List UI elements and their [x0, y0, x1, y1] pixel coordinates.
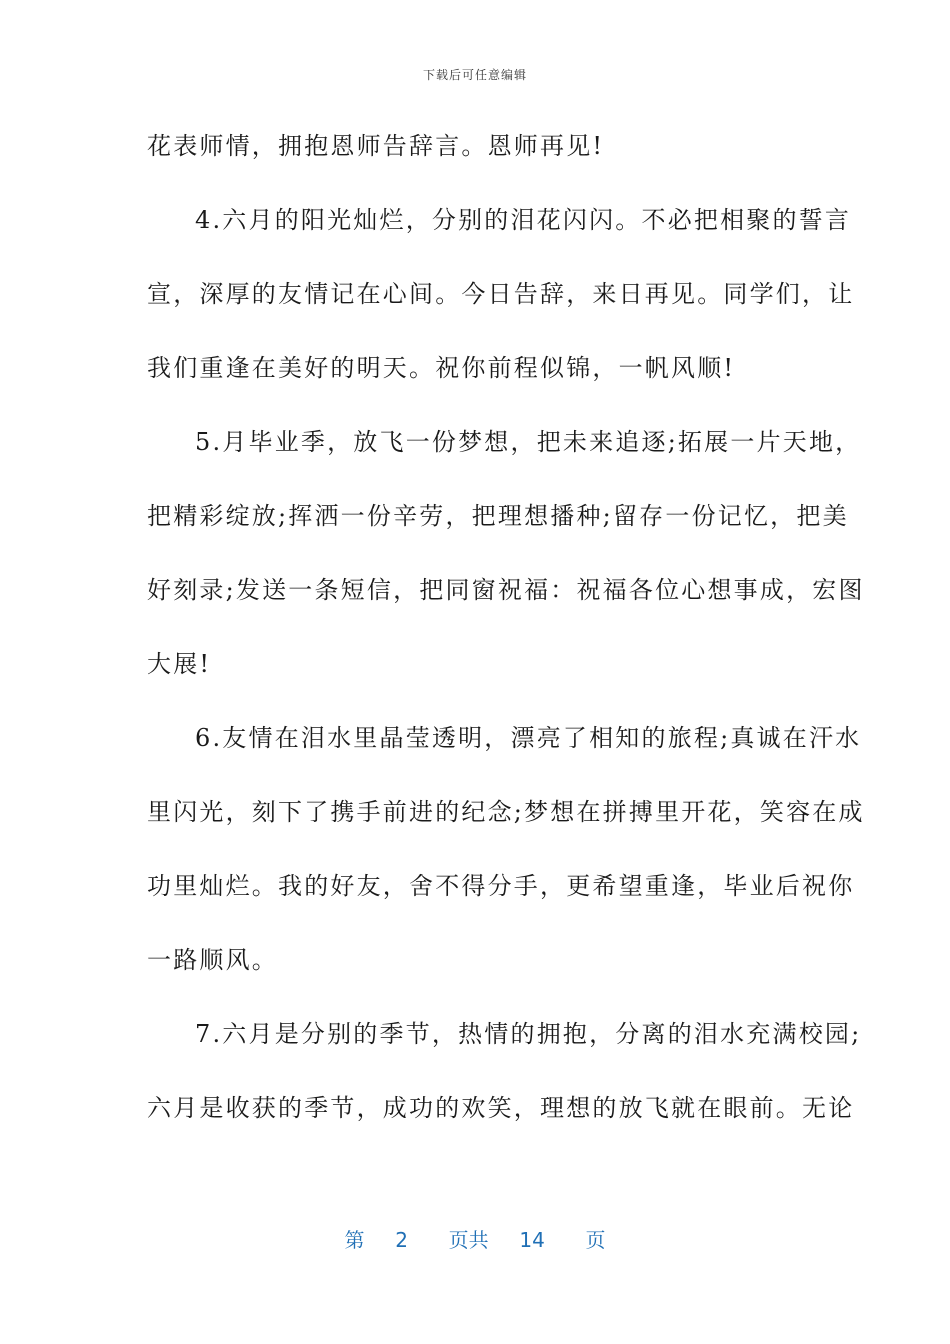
text-line: 好刻录;发送一条短信，把同窗祝福：祝福各位心想事成，宏图: [147, 576, 865, 604]
text-line: 6.友情在泪水里晶莹透明，漂亮了相知的旅程;真诚在汗水: [195, 724, 862, 752]
text-line: 5.月毕业季，放飞一份梦想，把未来追逐;拓展一片天地，: [195, 428, 862, 456]
page-number: 2: [395, 1228, 408, 1252]
text-line: 里闪光，刻下了携手前进的纪念;梦想在拼搏里开花，笑容在成: [147, 798, 865, 826]
header-note: 下载后可任意编辑: [422, 68, 527, 82]
text-line: 4.六月的阳光灿烂，分别的泪花闪闪。不必把相聚的誓言: [195, 206, 852, 234]
page-footer: [0, 1224, 950, 1253]
page-prefix: 第: [344, 1228, 365, 1252]
document-body: [147, 118, 865, 1154]
text-line: 把精彩绽放;挥洒一份辛劳，把理想播种;留存一份记忆，把美: [147, 502, 849, 530]
text-line: 7.六月是分别的季节，热情的拥抱，分离的泪水充满校园;: [195, 1020, 862, 1048]
total-pages: 14: [519, 1228, 545, 1252]
text-line: 花表师情，拥抱恩师告辞言。恩师再见!: [147, 132, 605, 160]
text-line: 我们重逢在美好的明天。祝你前程似锦，一帆风顺!: [147, 354, 736, 382]
text-line: 宣，深厚的友情记在心间。今日告辞，来日再见。同学们，让: [147, 280, 855, 308]
text-line: 功里灿烂。我的好友，舍不得分手，更希望重逢，毕业后祝你: [147, 872, 855, 900]
text-line: 六月是收获的季节，成功的欢笑，理想的放飞就在眼前。无论: [147, 1094, 855, 1122]
text-line: 一路顺风。: [147, 946, 278, 974]
text-line: 大展!: [147, 650, 212, 678]
page-suffix: 页: [585, 1228, 606, 1252]
page-middle: 页共: [448, 1228, 489, 1252]
